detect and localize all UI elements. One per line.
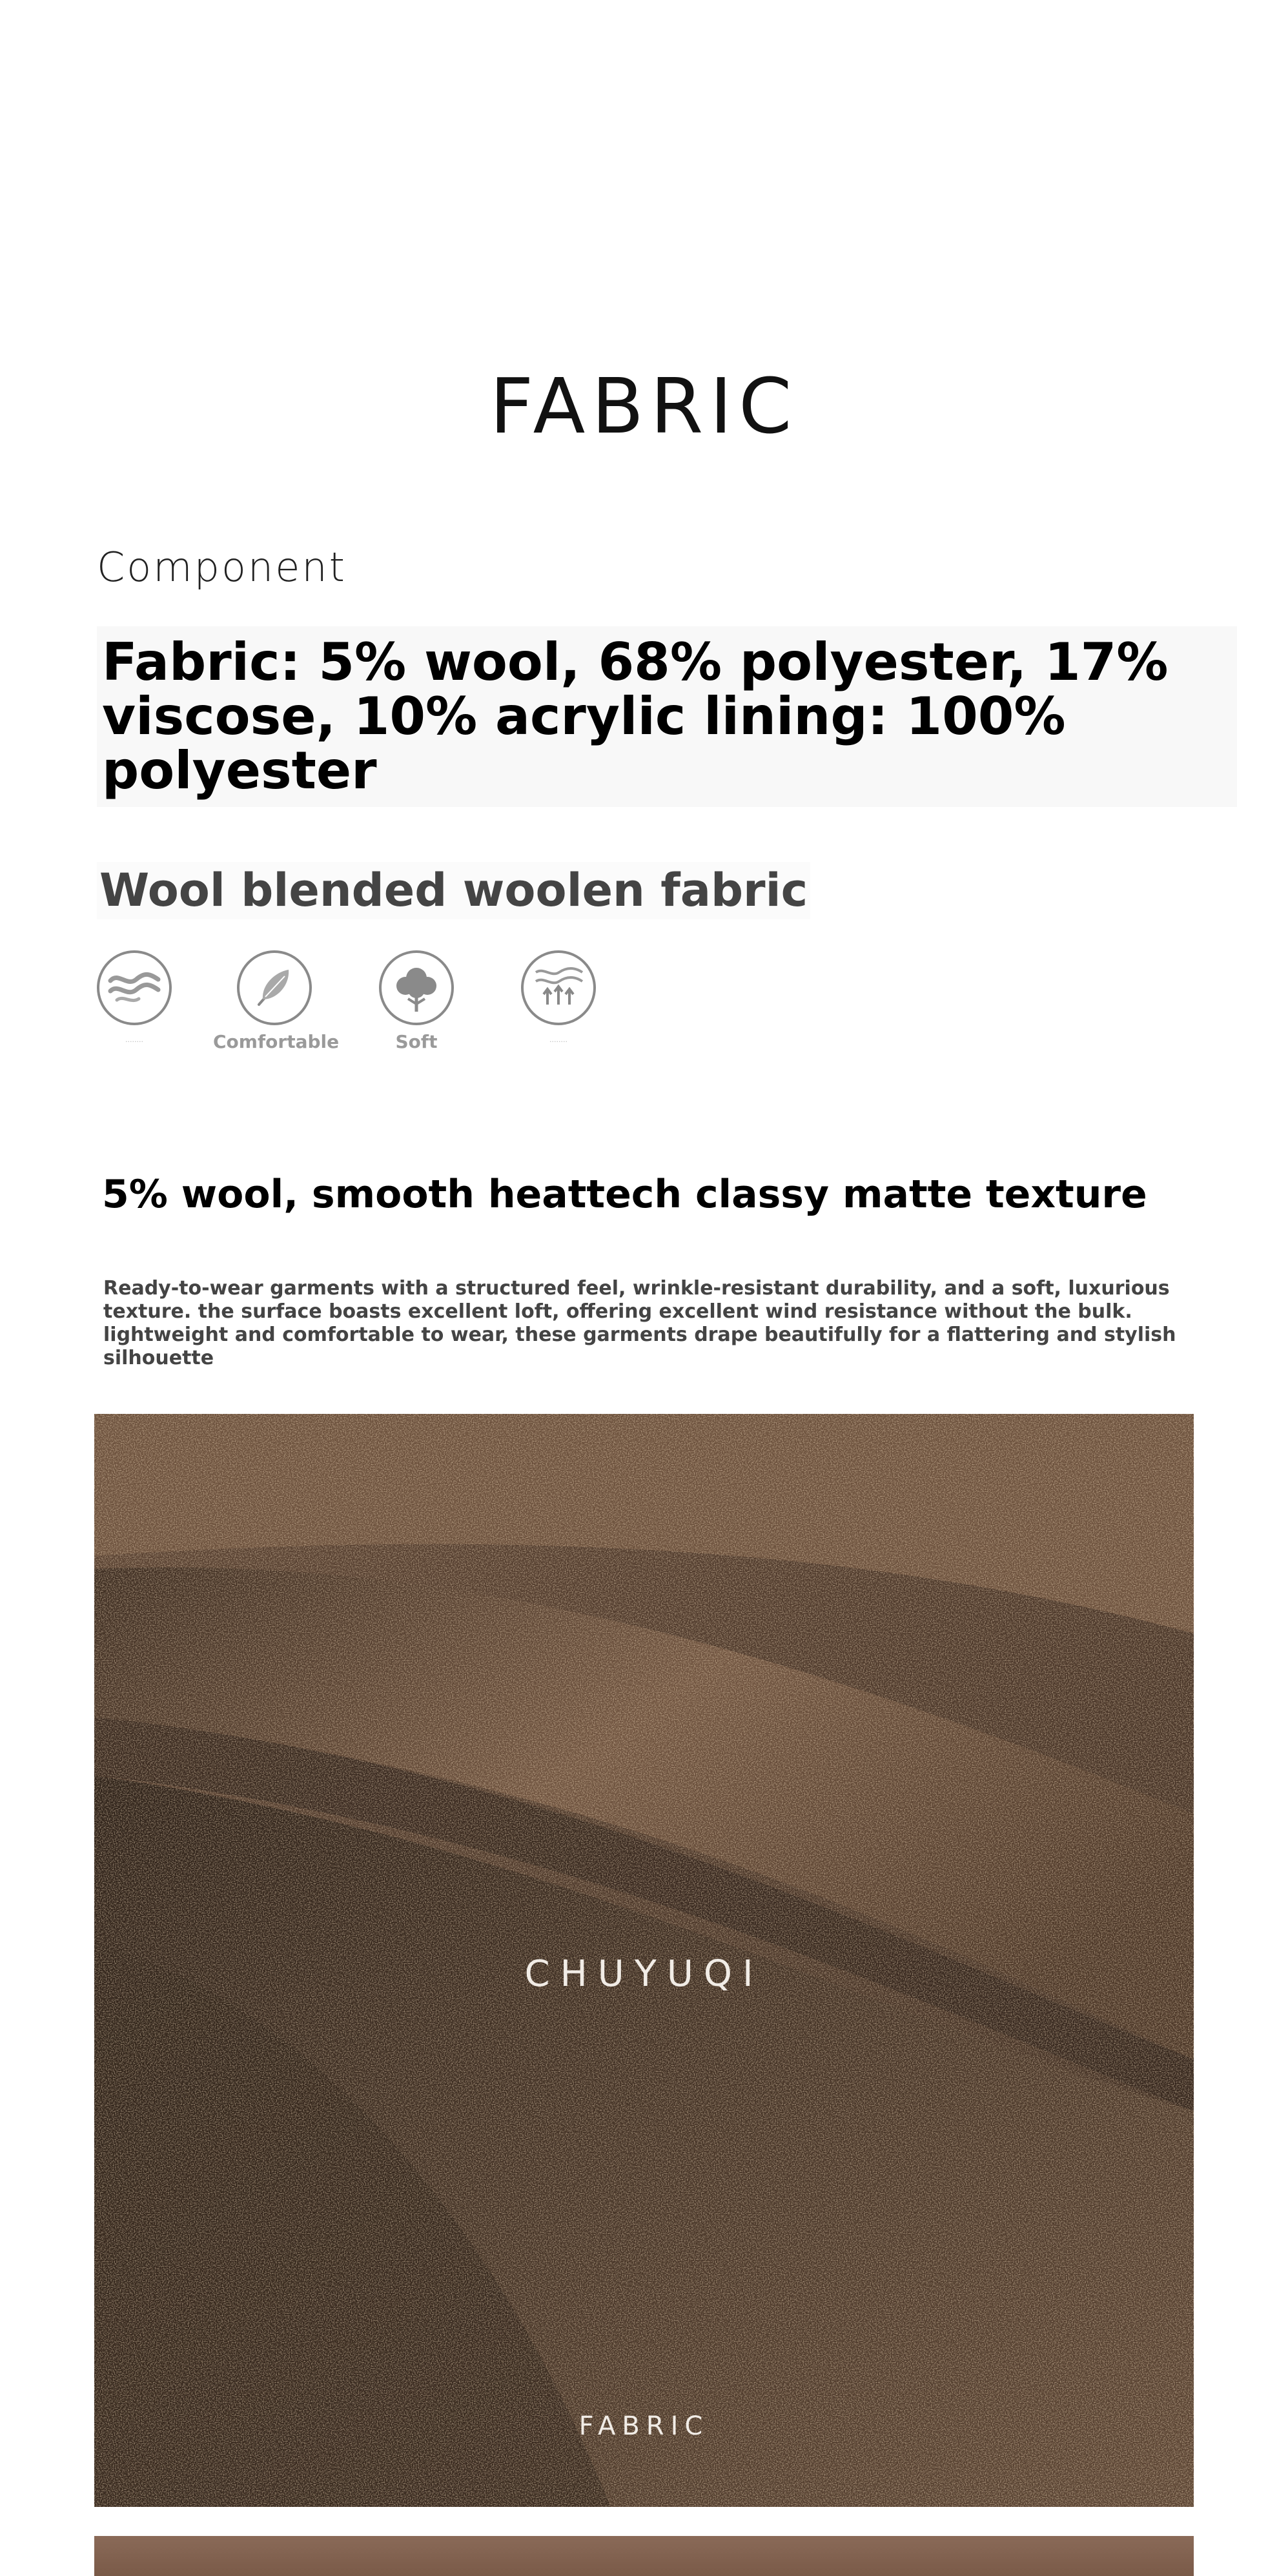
- feature-item: [73, 950, 196, 1054]
- wind-icon: [97, 950, 172, 1025]
- feature-item: [355, 950, 478, 1054]
- feature-item: [497, 950, 620, 1054]
- feature-item: [213, 950, 340, 1054]
- warmth-icon: [521, 950, 596, 1025]
- feature-label: ········: [125, 1038, 143, 1046]
- component-label: Component: [97, 544, 347, 591]
- feather-icon: [237, 950, 312, 1025]
- texture-headline: 5% wool, smooth heattech classy matte texture: [102, 1172, 1147, 1217]
- cotton-icon: [379, 950, 454, 1025]
- texture-description: Ready-to-wear garments with a structured feel, wrinkle-resistant durability, and a soft, luxurious texture. the surface boasts excellent loft, offering excellent wind resistance without the bulk. lightweight and comfortable to wear, these garments drape beautifully for a flattering and stylish silhouette: [103, 1277, 1176, 1369]
- page-title: FABRIC: [489, 362, 799, 451]
- feature-label: Comfortable: [213, 1031, 340, 1052]
- photo-caption: FABRIC: [578, 2411, 710, 2441]
- fabric-photo: [94, 1414, 1194, 2507]
- feature-label: Soft: [395, 1031, 438, 1052]
- fabric-subtitle: Wool blended woolen fabric: [97, 862, 810, 919]
- next-fabric-photo: [94, 2536, 1194, 2576]
- brand-logo: CHUYUQI: [524, 1953, 764, 1995]
- feature-icons: [97, 950, 742, 1060]
- composition-text: Fabric: 5% wool, 68% polyester, 17% viscose, 10% acrylic lining: 100% polyester: [97, 626, 1237, 807]
- feature-label: ········: [549, 1038, 567, 1046]
